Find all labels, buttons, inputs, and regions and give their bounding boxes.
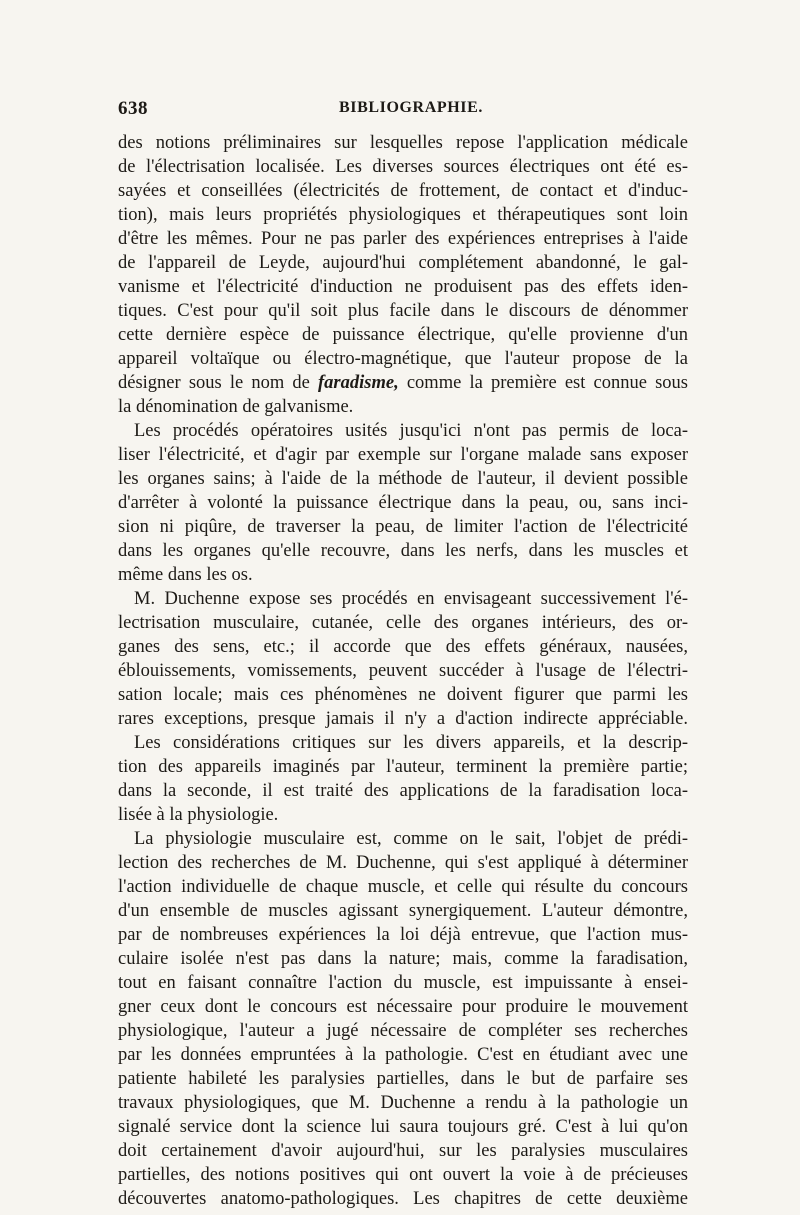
text-line: sation locale; mais ces phénomènes ne doivent figurer que parmi les bbox=[118, 685, 688, 705]
paragraph-start-line: Les procédés opératoires usités jusqu'ici n'ont pas permis de loca- bbox=[134, 421, 688, 441]
text-segment: désigner sous le nom de bbox=[118, 373, 319, 393]
text-line: éblouissements, vomissements, peuvent succéder à l'usage de l'électri- bbox=[118, 661, 688, 681]
text-line: signalé service dont la science lui saura toujours gré. C'est à lui qu'on bbox=[118, 1117, 688, 1137]
text-line: partielles, des notions positives qui ont ouvert la voie à de précieuses bbox=[118, 1165, 688, 1185]
running-title: BIBLIOGRAPHIE. bbox=[339, 99, 483, 116]
text-line: lectrisation musculaire, cutanée, celle des organes intérieurs, des or- bbox=[118, 613, 688, 633]
text-line: tout en faisant connaître l'action du muscle, est impuissante à ensei- bbox=[118, 973, 688, 993]
text-line: les organes sains; à l'aide de la méthode de l'auteur, il devient possible bbox=[118, 469, 688, 489]
text-line: ganes des sens, etc.; il accorde que des effets généraux, nausées, bbox=[118, 637, 688, 657]
text-line: lisée à la physiologie. bbox=[118, 805, 279, 825]
text-line: sayées et conseillées (électricités de frottement, de contact et d'induc- bbox=[118, 181, 688, 201]
paragraph-start-line: M. Duchenne expose ses procédés en envisageant successivement l'é- bbox=[134, 589, 688, 609]
text-line: liser l'électricité, et d'agir par exemple sur l'organe malade sans exposer bbox=[118, 445, 688, 465]
paragraph-start-line: Les considérations critiques sur les divers appareils, et la descrip- bbox=[134, 733, 688, 753]
text-line: physiologique, l'auteur a jugé nécessaire de compléter ses recherches bbox=[118, 1021, 688, 1041]
text-line: par de nombreuses expériences la loi déjà entrevue, que l'action mus- bbox=[118, 925, 688, 945]
text-line: d'être les mêmes. Pour ne pas parler des expériences entreprises à l'aide bbox=[118, 229, 688, 249]
text-line: dans les organes qu'elle recouvre, dans les nerfs, dans les muscles et bbox=[118, 541, 688, 561]
text-line: la dénomination de galvanisme. bbox=[118, 397, 354, 417]
text-line: vanisme et l'électricité d'induction ne produisent pas des effets iden- bbox=[118, 277, 688, 297]
text-line: de l'électrisation localisée. Les diverses sources électriques ont été es- bbox=[118, 157, 688, 177]
text-line: doit certainement d'avoir aujourd'hui, sur les paralysies musculaires bbox=[118, 1141, 688, 1161]
text-line: d'arrêter à volonté la puissance électrique dans la peau, ou, sans inci- bbox=[118, 493, 688, 513]
text-line: gner ceux dont le concours est nécessaire pour produire le mouvement bbox=[118, 997, 688, 1017]
text-line: tiques. C'est pour qu'il soit plus facile dans le discours de dénommer bbox=[118, 301, 688, 321]
paragraph-start-line: La physiologie musculaire est, comme on le sait, l'objet de prédi- bbox=[134, 829, 688, 849]
text-line: l'action individuelle de chaque muscle, et celle qui résulte du concours bbox=[118, 877, 688, 897]
text-line: des notions préliminaires sur lesquelles repose l'application médicale bbox=[118, 133, 688, 153]
text-line: d'un ensemble de muscles agissant synergiquement. L'auteur démontre, bbox=[118, 901, 688, 921]
text-line: dans la seconde, il est traité des applications de la faradisation loca- bbox=[118, 781, 688, 801]
text-line: par les données empruntées à la pathologie. C'est en étudiant avec une bbox=[118, 1045, 688, 1065]
emphasized-term: faradisme, bbox=[318, 373, 399, 393]
text-line: appareil voltaïque ou électro-magnétique, que l'auteur propose de la bbox=[118, 349, 688, 369]
text-line: culaire isolée n'est pas dans la nature; mais, comme la faradisation, bbox=[118, 949, 688, 969]
text-line: cette dernière espèce de puissance électrique, qu'elle provienne d'un bbox=[118, 325, 688, 345]
text-line bbox=[118, 370, 688, 396]
text-line: travaux physiologiques, que M. Duchenne a rendu à la pathologie un bbox=[118, 1093, 688, 1113]
page-number: 638 bbox=[118, 98, 148, 119]
text-segment: comme la première est connue sous bbox=[398, 373, 688, 393]
text-line: tion des appareils imaginés par l'auteur, terminent la première partie; bbox=[118, 757, 688, 777]
text-line: de l'appareil de Leyde, aujourd'hui complétement abandonné, le gal- bbox=[118, 253, 688, 273]
text-line: lection des recherches de M. Duchenne, qui s'est appliqué à déterminer bbox=[118, 853, 688, 873]
text-line: tion), mais leurs propriétés physiologiques et thérapeutiques sont loin bbox=[118, 205, 688, 225]
text-line: patiente habileté les paralysies partielles, dans le but de parfaire ses bbox=[118, 1069, 688, 1089]
text-line: rares exceptions, presque jamais il n'y a d'action indirecte appréciable. bbox=[118, 709, 688, 729]
text-line: sion ni piqûre, de traverser la peau, de limiter l'action de l'électricité bbox=[118, 517, 688, 537]
text-line: même dans les os. bbox=[118, 565, 253, 585]
text-line: découvertes anatomo-pathologiques. Les chapitres de cette deuxième bbox=[118, 1189, 688, 1209]
